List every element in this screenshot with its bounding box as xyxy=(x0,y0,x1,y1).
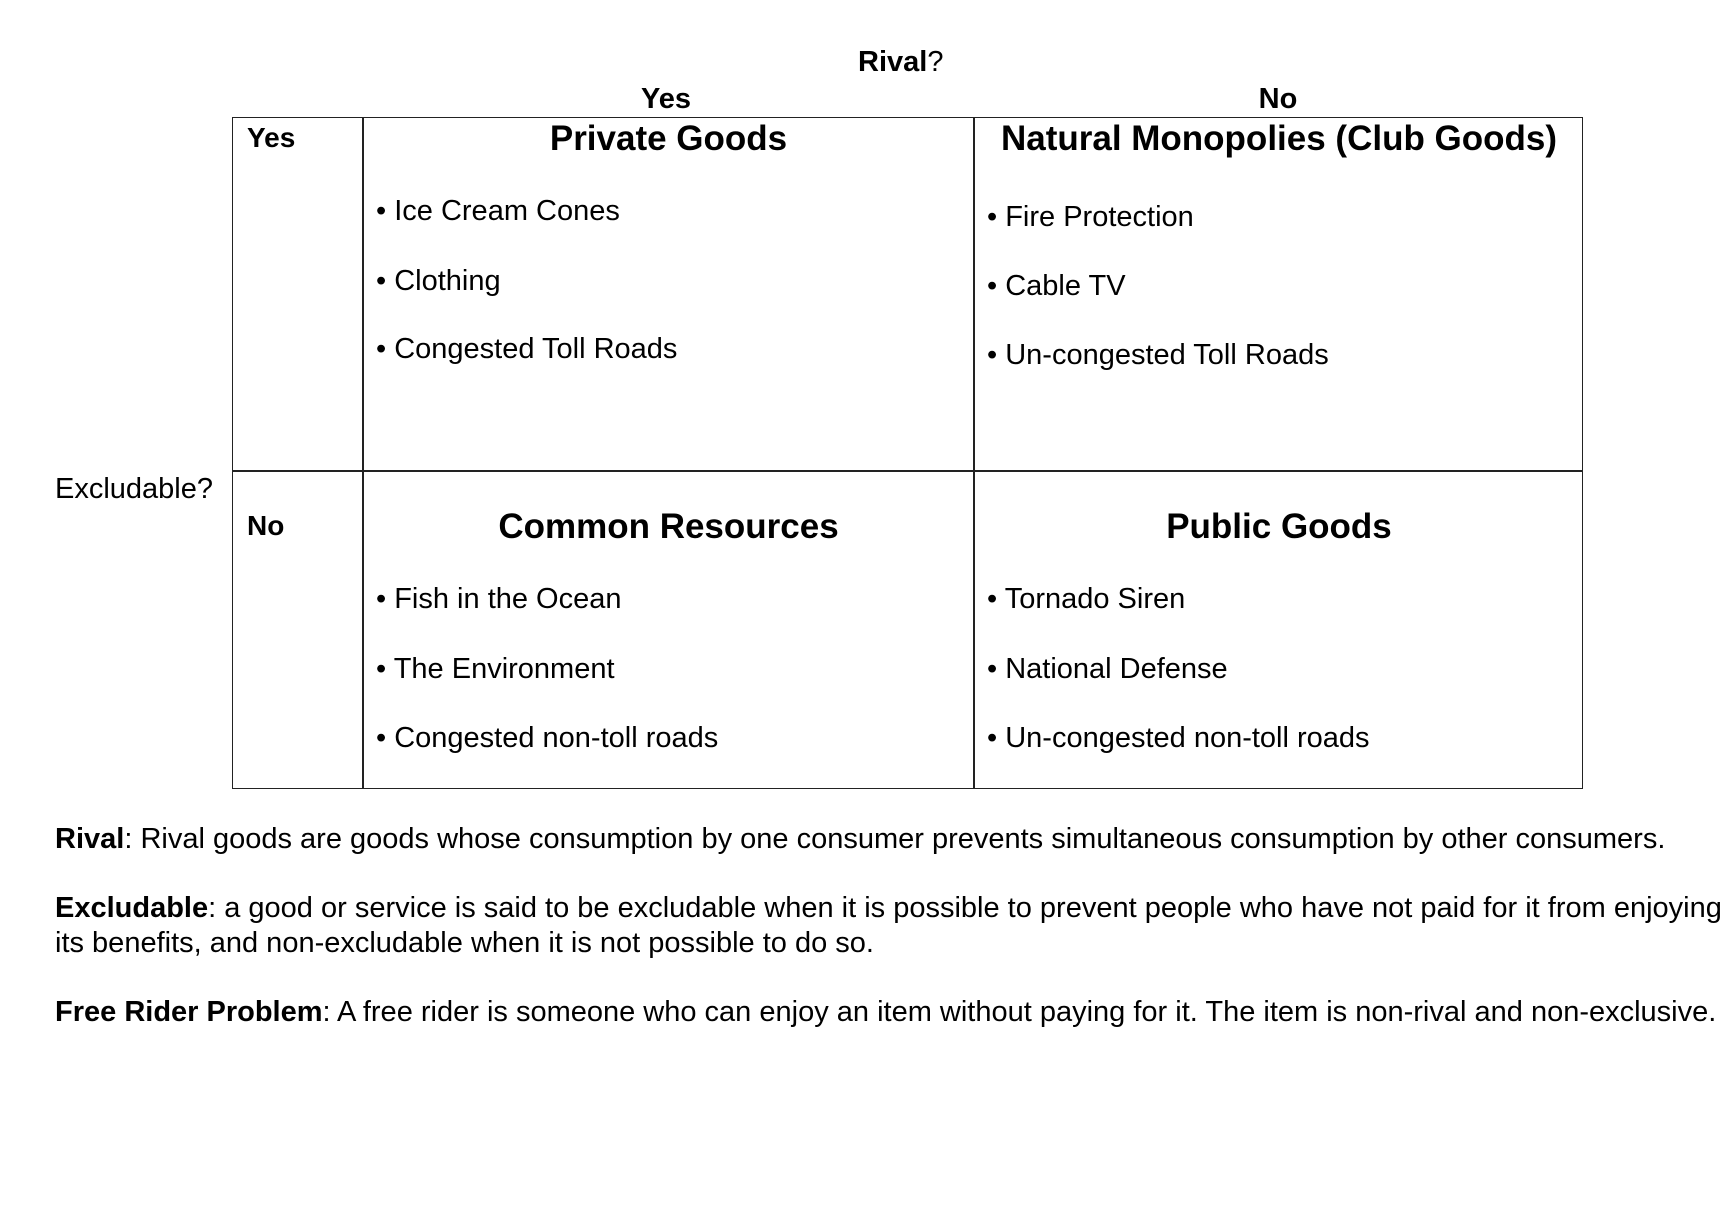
column-header-no: No xyxy=(1258,83,1298,115)
row-header-yes: Yes xyxy=(247,122,296,153)
list-item xyxy=(987,270,1126,303)
bullet: • xyxy=(987,201,998,233)
rival-axis-suffix: ? xyxy=(927,46,944,78)
list-item-label: Un-congested Toll Roads xyxy=(1005,339,1329,371)
list-item-label: Congested non-toll roads xyxy=(394,722,719,754)
definition-term: Free Rider Problem xyxy=(55,996,323,1028)
rival-axis-label xyxy=(858,46,943,79)
definition-text: : Rival goods are goods whose consumption by one consumer prevents simultaneous consumption by other consumers. xyxy=(124,823,1666,855)
excludable-axis-label: Excludable? xyxy=(55,473,213,505)
quadrant-title-public-goods: Public Goods xyxy=(1166,507,1392,546)
definition-rival xyxy=(55,822,1730,857)
definition-text: : a good or service is said to be excludable when it is possible to prevent people who have not paid for it from enjoying its benefits, and non-excludable when it is not possible to do so. xyxy=(55,892,1722,959)
quadrant-title-common-resources: Common Resources xyxy=(498,507,839,546)
list-item xyxy=(376,583,622,616)
row-divider xyxy=(232,470,1583,472)
definition-text: : A free rider is someone who can enjoy an item without paying for it. The item is non-rival and non-exclusive. xyxy=(322,996,1717,1028)
bullet: • xyxy=(376,583,387,615)
column-header-yes: Yes xyxy=(641,83,691,115)
row-label-divider xyxy=(362,117,364,789)
list-item-label: Fire Protection xyxy=(1005,201,1194,233)
list-item xyxy=(987,339,1329,372)
bullet: • xyxy=(987,583,998,615)
definition-excludable xyxy=(55,891,1730,961)
definition-term: Excludable xyxy=(55,892,209,924)
bullet: • xyxy=(987,270,998,302)
list-item-label: The Environment xyxy=(393,653,615,685)
list-item xyxy=(376,653,615,686)
bullet: • xyxy=(376,653,387,685)
column-divider xyxy=(973,117,975,789)
list-item xyxy=(987,722,1370,755)
bullet: • xyxy=(376,265,387,297)
list-item-label: Un-congested non-toll roads xyxy=(1005,722,1370,754)
bullet: • xyxy=(987,653,998,685)
bullet: • xyxy=(987,339,998,371)
list-item xyxy=(376,265,501,298)
definition-free-rider-problem xyxy=(55,995,1730,1030)
bullet: • xyxy=(987,722,998,754)
row-header-no: No xyxy=(247,510,285,541)
quadrant-title-private-goods: Private Goods xyxy=(549,119,788,158)
list-item xyxy=(376,333,677,366)
list-item-label: Clothing xyxy=(394,265,501,297)
list-item-label: Fish in the Ocean xyxy=(394,583,622,615)
list-item xyxy=(987,201,1194,234)
list-item-label: Cable TV xyxy=(1005,270,1126,302)
list-item-label: Congested Toll Roads xyxy=(394,333,678,365)
definition-term: Rival xyxy=(55,823,125,855)
bullet: • xyxy=(376,722,387,754)
bullet: • xyxy=(376,195,387,227)
list-item-label: Tornado Siren xyxy=(1004,583,1186,615)
quadrant-title-natural-monopolies: Natural Monopolies (Club Goods) xyxy=(1000,119,1558,158)
list-item xyxy=(987,583,1185,616)
list-item xyxy=(376,722,718,755)
list-item-label: National Defense xyxy=(1005,653,1228,685)
list-item-label: Ice Cream Cones xyxy=(394,195,620,227)
definitions xyxy=(55,822,1730,1064)
bullet: • xyxy=(376,333,387,365)
list-item xyxy=(987,653,1228,686)
list-item xyxy=(376,195,620,228)
rival-axis-term: Rival xyxy=(858,46,928,78)
